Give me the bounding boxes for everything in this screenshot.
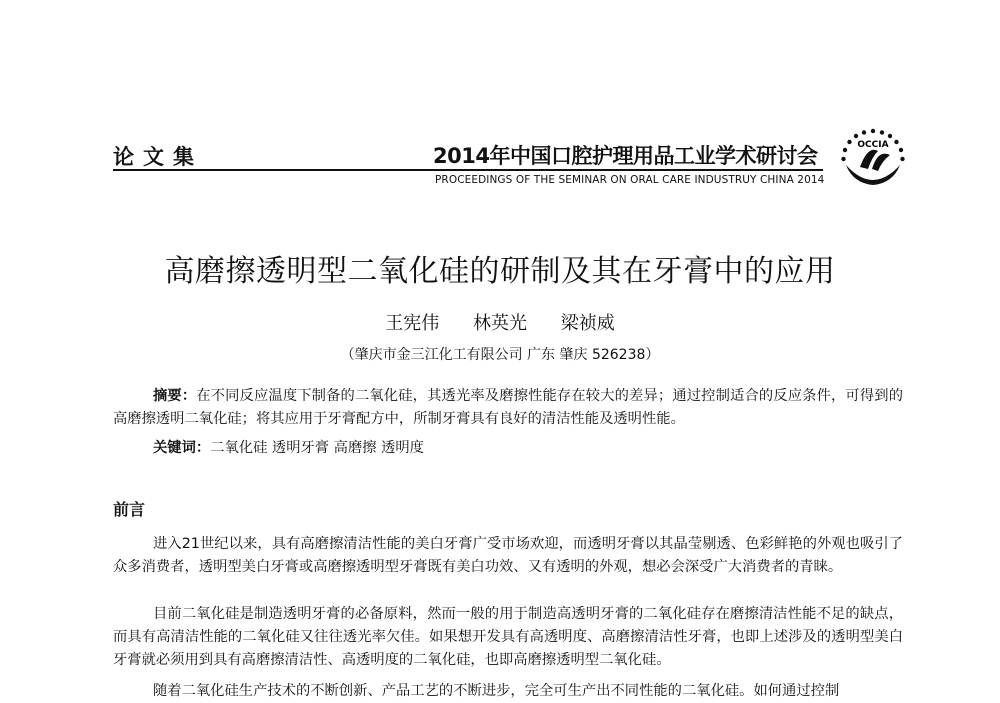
article-title: 高磨擦透明型二氧化硅的研制及其在牙膏中的应用 bbox=[164, 254, 836, 289]
proceedings-label: 论文集 bbox=[113, 145, 203, 169]
author-list bbox=[0, 309, 1000, 335]
author-name: 梁祯威 bbox=[560, 313, 615, 334]
keywords-text: 二氧化硅 透明牙膏 高磨擦 透明度 bbox=[210, 440, 424, 456]
keywords-label: 关键词： bbox=[153, 440, 211, 456]
seminar-subtitle: PROCEEDINGS OF THE SEMINAR ON ORAL CARE INDUSTRUY CHINA 2014 bbox=[435, 174, 825, 186]
body-paragraph: 目前二氧化硅是制造透明牙膏的必备原料，然而一般的用于制造高透明牙膏的二氧化硅存在磨擦清洁性能不足的缺点，而具有高清洁性能的二氧化硅又往往透光率欠佳。如果想开发具有高透明度、高磨擦清洁性牙膏，也即上述涉及的透明型美白牙膏就必须用到具有高磨擦清洁性、高透明度的二氧化硅，也即高磨擦透明型二氧化硅。 bbox=[113, 606, 903, 668]
abstract bbox=[113, 385, 903, 431]
body-paragraph: 随着二氧化硅生产技术的不断创新、产品工艺的不断进步，完全可生产出不同性能的二氧化硅。如何通过控制 bbox=[153, 683, 840, 699]
abstract-label: 摘要： bbox=[153, 388, 197, 404]
author-name: 王宪伟 bbox=[385, 313, 440, 334]
body-paragraph: 进入21世纪以来，具有高磨擦清洁性能的美白牙膏广受市场欢迎，而透明牙膏以其晶莹剔透、色彩鲜艳的外观也吸引了众多消费者，透明型美白牙膏或高磨擦透明型牙膏既有美白功效、又有透明的外观，想必会深受广大消费者的青睐。 bbox=[113, 536, 903, 575]
header-rule bbox=[113, 169, 823, 171]
abstract-text: 在不同反应温度下制备的二氧化硅，其透光率及磨擦性能存在较大的差异；通过控制适合的反应条件，可得到的高磨擦透明二氧化硅；将其应用于牙膏配方中，所制牙膏具有良好的清洁性能及透明性能。 bbox=[113, 388, 903, 427]
association-logo-icon bbox=[838, 125, 908, 195]
seminar-title: 2014年中国口腔护理用品工业学术研讨会 bbox=[433, 144, 818, 168]
section-heading: 前言 bbox=[113, 500, 146, 519]
affiliation: （肇庆市金三江化工有限公司 广东 肇庆 526238） bbox=[340, 347, 660, 363]
svg-text:OCCIA: OCCIA bbox=[857, 140, 889, 150]
keywords bbox=[153, 437, 903, 460]
author-name: 林英光 bbox=[473, 313, 527, 334]
